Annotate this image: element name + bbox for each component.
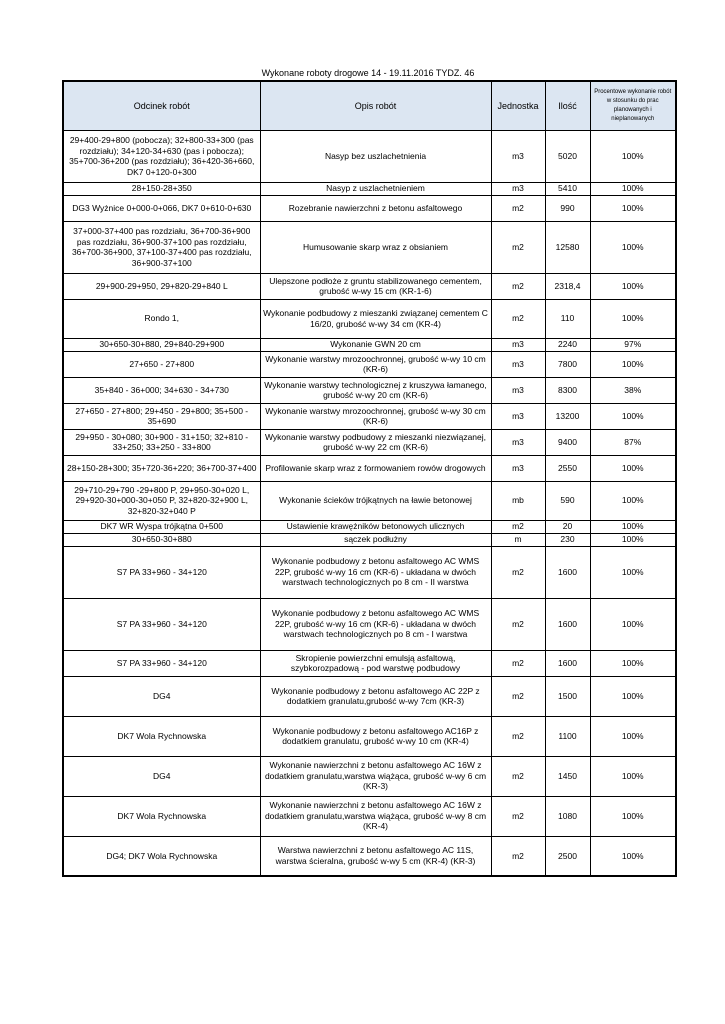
cell-odcinek: 29+950 - 30+080; 30+900 - 31+150; 32+810 - 33+250; 33+250 - 33+800: [63, 429, 260, 455]
table-row: [63, 533, 676, 546]
cell-procent: 100%: [590, 650, 676, 676]
table-row: [63, 299, 676, 338]
cell-opis: Wykonanie podbudowy z mieszanki związanej cementem C 16/20, grubość w-wy 34 cm (KR-4): [260, 299, 491, 338]
cell-opis: Wykonanie podbudowy z betonu asfaltowego AC 22P z dodatkiem granulatu,grubość w-wy 7cm (KR-3): [260, 676, 491, 716]
cell-odcinek: DK7 Wola Rychnowska: [63, 716, 260, 756]
header-ilosc: Ilość: [545, 81, 590, 130]
cell-jednostka: m2: [491, 546, 545, 598]
cell-procent: 100%: [590, 182, 676, 195]
table-row: [63, 455, 676, 481]
cell-procent: 100%: [590, 796, 676, 836]
cell-odcinek: 30+650-30+880: [63, 533, 260, 546]
cell-opis: Nasyp bez uszlachetnienia: [260, 130, 491, 182]
cell-odcinek: 37+000-37+400 pas rozdziału, 36+700-36+900 pas rozdziału, 36+900-37+100 pas rozdziału, 36+700-36+900, 37+100-37+400 pas rozdziału, 36+900-37+100: [63, 221, 260, 273]
cell-jednostka: m2: [491, 796, 545, 836]
cell-procent: 100%: [590, 481, 676, 520]
cell-opis: Wykonanie podbudowy z betonu asfaltowego AC16P z dodatkiem granulatu, grubość w-wy 10 cm (KR-4): [260, 716, 491, 756]
table-row: [63, 716, 676, 756]
cell-odcinek: DG4: [63, 756, 260, 796]
cell-odcinek: 29+900-29+950, 29+820-29+840 L: [63, 273, 260, 299]
cell-opis: Rozebranie nawierzchni z betonu asfaltowego: [260, 195, 491, 221]
table-row: [63, 598, 676, 650]
cell-ilosc: 5020: [545, 130, 590, 182]
header-opis: Opis robót: [260, 81, 491, 130]
cell-jednostka: m3: [491, 338, 545, 351]
cell-jednostka: m: [491, 533, 545, 546]
cell-opis: Warstwa nawierzchni z betonu asfaltowego AC 11S, warstwa ścieralna, grubość w-wy 5 cm (KR-4) (KR-3): [260, 836, 491, 876]
table-row: [63, 836, 676, 876]
cell-opis: Wykonanie warstwy mrozoochronnej, grubość w-wy 10 cm (KR-6): [260, 351, 491, 377]
header-odcinek: Odcinek robót: [63, 81, 260, 130]
cell-jednostka: m2: [491, 273, 545, 299]
cell-procent: 100%: [590, 403, 676, 429]
table-row: [63, 546, 676, 598]
cell-odcinek: DG4: [63, 676, 260, 716]
cell-opis: Wykonanie nawierzchni z betonu asfaltowego AC 16W z dodatkiem granulatu,warstwa wiążąca, grubość w-wy 8 cm (KR-4): [260, 796, 491, 836]
cell-ilosc: 590: [545, 481, 590, 520]
cell-jednostka: m2: [491, 221, 545, 273]
cell-opis: Wykonanie warstwy mrozoochronnej, grubość w-wy 30 cm (KR-6): [260, 403, 491, 429]
cell-opis: Ustawienie krawężników betonowych ulicznych: [260, 520, 491, 533]
table-row: [63, 756, 676, 796]
header-jednostka: Jednostka: [491, 81, 545, 130]
cell-odcinek: DK7 WR Wyspa trójkątna 0+500: [63, 520, 260, 533]
cell-ilosc: 2318,4: [545, 273, 590, 299]
cell-procent: 100%: [590, 533, 676, 546]
cell-jednostka: m2: [491, 195, 545, 221]
table-row: [63, 796, 676, 836]
cell-procent: 100%: [590, 351, 676, 377]
cell-odcinek: S7 PA 33+960 - 34+120: [63, 650, 260, 676]
cell-ilosc: 110: [545, 299, 590, 338]
cell-jednostka: m3: [491, 403, 545, 429]
cell-opis: Wykonanie podbudowy z betonu asfaltowego AC WMS 22P, grubość w-wy 16 cm (KR-6) - układana w dwóch warstwach technologicznych po 8 cm - I warstwa: [260, 598, 491, 650]
cell-jednostka: m3: [491, 429, 545, 455]
table-row: [63, 429, 676, 455]
cell-jednostka: m3: [491, 351, 545, 377]
cell-opis: Wykonanie GWN 20 cm: [260, 338, 491, 351]
table-row: [63, 650, 676, 676]
cell-opis: Humusowanie skarp wraz z obsianiem: [260, 221, 491, 273]
table-row: [63, 481, 676, 520]
cell-ilosc: 1500: [545, 676, 590, 716]
cell-ilosc: 20: [545, 520, 590, 533]
cell-procent: 97%: [590, 338, 676, 351]
cell-jednostka: m3: [491, 130, 545, 182]
table-row: [63, 403, 676, 429]
cell-opis: sączek podłużny: [260, 533, 491, 546]
table-row: [63, 520, 676, 533]
cell-procent: 100%: [590, 195, 676, 221]
cell-ilosc: 2500: [545, 836, 590, 876]
cell-procent: 100%: [590, 299, 676, 338]
cell-jednostka: m2: [491, 520, 545, 533]
cell-procent: 100%: [590, 546, 676, 598]
cell-procent: 38%: [590, 377, 676, 403]
cell-procent: 100%: [590, 520, 676, 533]
cell-procent: 100%: [590, 455, 676, 481]
cell-ilosc: 1450: [545, 756, 590, 796]
cell-odcinek: 30+650-30+880, 29+840-29+900: [63, 338, 260, 351]
cell-ilosc: 1100: [545, 716, 590, 756]
cell-ilosc: 1600: [545, 546, 590, 598]
cell-odcinek: 28+150-28+350: [63, 182, 260, 195]
cell-opis: Wykonanie warstwy podbudowy z mieszanki niezwiązanej, grubość w-wy 22 cm (KR-6): [260, 429, 491, 455]
table-body: [63, 130, 676, 876]
cell-jednostka: m3: [491, 455, 545, 481]
cell-procent: 100%: [590, 756, 676, 796]
cell-ilosc: 1080: [545, 796, 590, 836]
cell-procent: 100%: [590, 221, 676, 273]
cell-odcinek: 28+150-28+300; 35+720-36+220; 36+700-37+400: [63, 455, 260, 481]
cell-ilosc: 230: [545, 533, 590, 546]
cell-odcinek: 29+400-29+800 (pobocza); 32+800-33+300 (pas rozdziału); 34+120-34+630 (pas i pobocza); 35+700-36+200 (pas rozdziału); 36+420-36+660, DK7 0+120-0+300: [63, 130, 260, 182]
table-row: [63, 338, 676, 351]
cell-ilosc: 2550: [545, 455, 590, 481]
cell-odcinek: DK7 Wola Rychnowska: [63, 796, 260, 836]
cell-opis: Wykonanie nawierzchni z betonu asfaltowego AC 16W z dodatkiem granulatu,warstwa wiążąca, grubość w-wy 6 cm (KR-3): [260, 756, 491, 796]
cell-jednostka: mb: [491, 481, 545, 520]
cell-opis: Skropienie powierzchni emulsją asfaltową, szybkorozpadową - pod warstwę podbudowy: [260, 650, 491, 676]
table-row: [63, 182, 676, 195]
cell-ilosc: 2240: [545, 338, 590, 351]
table-row: [63, 377, 676, 403]
cell-odcinek: 27+650 - 27+800; 29+450 - 29+800; 35+500 - 35+690: [63, 403, 260, 429]
cell-ilosc: 990: [545, 195, 590, 221]
cell-procent: 100%: [590, 130, 676, 182]
cell-opis: Wykonanie ścieków trójkątnych na ławie betonowej: [260, 481, 491, 520]
cell-odcinek: 29+710-29+790 -29+800 P, 29+950-30+020 L, 29+920-30+000-30+050 P, 32+820-32+900 L, 32+820-32+040 P: [63, 481, 260, 520]
cell-jednostka: m3: [491, 182, 545, 195]
cell-ilosc: 8300: [545, 377, 590, 403]
cell-procent: 100%: [590, 598, 676, 650]
cell-procent: 100%: [590, 836, 676, 876]
cell-jednostka: m2: [491, 676, 545, 716]
cell-procent: 100%: [590, 716, 676, 756]
cell-ilosc: 1600: [545, 598, 590, 650]
works-table: [62, 80, 677, 877]
cell-jednostka: m2: [491, 836, 545, 876]
document-title: Wykonane roboty drogowe 14 - 19.11.2016 TYDZ. 46: [261, 68, 475, 78]
cell-ilosc: 13200: [545, 403, 590, 429]
cell-procent: 100%: [590, 273, 676, 299]
cell-opis: Wykonanie warstwy technologicznej z kruszywa łamanego, grubość w-wy 20 cm (KR-6): [260, 377, 491, 403]
header-procent: Procentowe wykonanie robót w stosunku do prac planowanych i nieplanowanych: [590, 81, 676, 130]
cell-opis: Profilowanie skarp wraz z formowaniem rowów drogowych: [260, 455, 491, 481]
cell-jednostka: m2: [491, 299, 545, 338]
cell-ilosc: 9400: [545, 429, 590, 455]
cell-opis: Ulepszone podłoże z gruntu stabilizowanego cementem, grubość w-wy 15 cm (KR-1-6): [260, 273, 491, 299]
cell-odcinek: DG3 Wyżnice 0+000-0+066, DK7 0+610-0+630: [63, 195, 260, 221]
cell-jednostka: m2: [491, 650, 545, 676]
cell-ilosc: 5410: [545, 182, 590, 195]
table-row: [63, 351, 676, 377]
cell-odcinek: S7 PA 33+960 - 34+120: [63, 546, 260, 598]
cell-odcinek: S7 PA 33+960 - 34+120: [63, 598, 260, 650]
cell-odcinek: 27+650 - 27+800: [63, 351, 260, 377]
table-row: [63, 221, 676, 273]
cell-odcinek: DG4; DK7 Wola Rychnowska: [63, 836, 260, 876]
cell-jednostka: m2: [491, 598, 545, 650]
cell-ilosc: 1600: [545, 650, 590, 676]
cell-opis: Nasyp z uszlachetnieniem: [260, 182, 491, 195]
table-row: [63, 273, 676, 299]
cell-odcinek: Rondo 1,: [63, 299, 260, 338]
table-row: [63, 195, 676, 221]
cell-procent: 87%: [590, 429, 676, 455]
cell-odcinek: 35+840 - 36+000; 34+630 - 34+730: [63, 377, 260, 403]
cell-ilosc: 12580: [545, 221, 590, 273]
cell-jednostka: m2: [491, 756, 545, 796]
cell-opis: Wykonanie podbudowy z betonu asfaltowego AC WMS 22P, grubość w-wy 16 cm (KR-6) - układana w dwóch warstwach technologicznych po 8 cm - II warstwa: [260, 546, 491, 598]
cell-ilosc: 7800: [545, 351, 590, 377]
cell-jednostka: m3: [491, 377, 545, 403]
table-row: [63, 130, 676, 182]
table-row: [63, 676, 676, 716]
cell-procent: 100%: [590, 676, 676, 716]
cell-jednostka: m2: [491, 716, 545, 756]
